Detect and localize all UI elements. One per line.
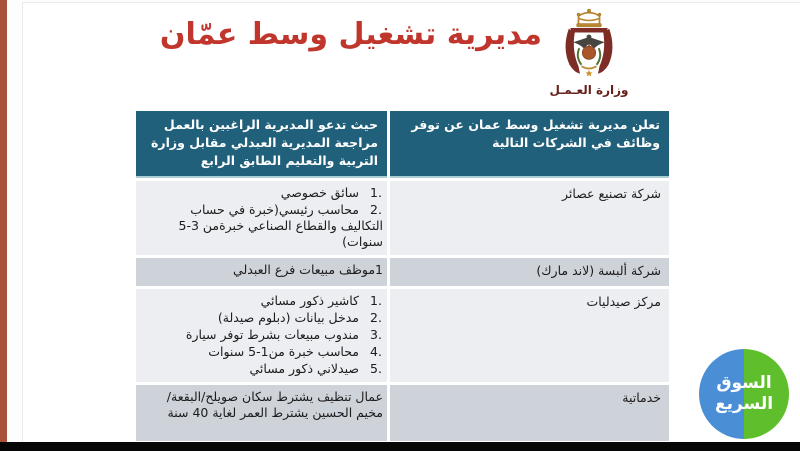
- job-number: 4.: [370, 344, 382, 359]
- table-row: [136, 181, 669, 255]
- quick-market-badge: [699, 349, 789, 439]
- job-table-body: [136, 181, 669, 441]
- ministry-label: وزارة العـمـل: [549, 83, 629, 97]
- table-header-row: [136, 111, 669, 178]
- table-row: [136, 289, 669, 382]
- jordan-coat-of-arms-icon: [541, 7, 637, 85]
- job-text: محاسب رئيسي(خبرة في حساب التكاليف والقطاع الصناعي خبرةمن 3-5 سنوات): [178, 202, 383, 249]
- job-number: 2.: [370, 310, 382, 325]
- job-text: عمال تنظيف يشترط سكان صويلح/البقعة/مخيم الحسين يشترط العمر لغاية 40 سنة: [166, 389, 383, 420]
- job-number: 5.: [370, 361, 382, 376]
- ministry-logo-block: [541, 7, 637, 97]
- table-row: [136, 258, 669, 286]
- job-text: مندوب مبيعات بشرط توفر سيارة: [185, 327, 359, 342]
- badge-line1: السوق: [716, 373, 772, 393]
- bottom-black-bar: [0, 442, 800, 451]
- job-text: 1موظف مبيعات فرع العبدلي: [233, 262, 383, 277]
- job-number: 1.: [370, 185, 382, 200]
- job-text: مدخل بيانات (دبلوم صيدلة): [217, 310, 359, 325]
- announcement-table: [136, 111, 669, 444]
- job-number: 3.: [370, 327, 382, 342]
- job-item: [144, 344, 383, 360]
- company-cell: شركة ألبسة (لاند مارك): [390, 258, 669, 286]
- jobs-cell: [136, 181, 387, 255]
- job-item: [144, 361, 383, 377]
- document-card: [22, 2, 800, 442]
- badge-line2: السريع: [714, 394, 774, 414]
- job-text: كاشير ذكور مسائي: [260, 293, 359, 308]
- jobs-cell: [136, 385, 387, 441]
- job-text: صيدلاني ذكور مسائي: [249, 361, 359, 376]
- job-item: [144, 310, 383, 326]
- job-number: 2.: [370, 202, 382, 217]
- page-title: مديرية تشغيل وسط عمّان: [159, 17, 542, 52]
- company-cell: مركز صيدليات: [390, 289, 669, 382]
- job-text: محاسب خبرة من1-5 سنوات: [208, 344, 359, 359]
- job-number: 1.: [370, 293, 382, 308]
- left-edge-strip: [0, 0, 7, 443]
- job-item: [144, 389, 383, 421]
- job-item: [144, 185, 383, 201]
- header-companies: تعلن مديرية تشغيل وسط عمان عن توفر وظائف في الشركات التالية: [390, 111, 669, 178]
- job-text: سائق خصوصي: [280, 185, 359, 200]
- company-cell: شركة تصنيع عصائر: [390, 181, 669, 255]
- job-item: [144, 262, 383, 278]
- company-cell: خدماتية: [390, 385, 669, 441]
- job-item: [144, 327, 383, 343]
- job-item: [144, 202, 383, 250]
- table-row: [136, 385, 669, 441]
- jobs-cell: [136, 258, 387, 286]
- jobs-cell: [136, 289, 387, 382]
- job-item: [144, 293, 383, 309]
- header-instructions: حيث تدعو المديرية الراغبين بالعمل مراجعة المديرية العبدلي مقابل وزارة التربية والتعليم الطابق الرابع: [136, 111, 387, 178]
